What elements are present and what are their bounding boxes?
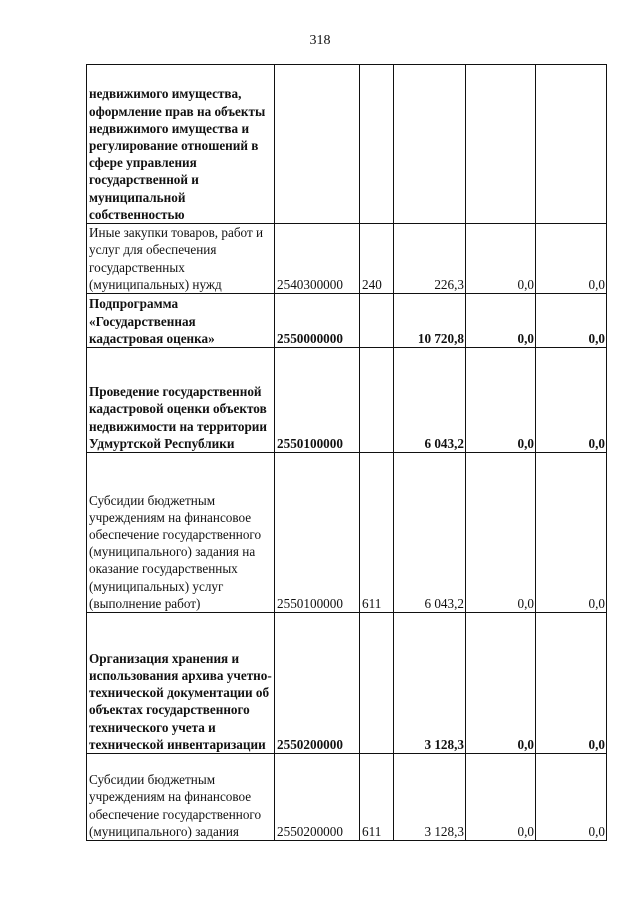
row-code: 2550100000 [275, 453, 360, 613]
row-value-3: 0,0 [536, 348, 607, 453]
row-value-1: 226,3 [394, 224, 466, 294]
table-row [87, 348, 607, 453]
row-code: 2550200000 [275, 754, 360, 841]
row-value-2: 0,0 [466, 294, 536, 348]
row-kind: 240 [360, 224, 394, 294]
table-row [87, 754, 607, 841]
row-name: Субсидии бюджетным учреждениям на финансовое обеспечение государственного (муниципального) задания [87, 754, 275, 841]
row-name: Субсидии бюджетным учреждениям на финансовое обеспечение государственного (муниципального) задания на оказание государственных (муниципальных) услуг (выполнение работ) [87, 453, 275, 613]
row-value-3: 0,0 [536, 224, 607, 294]
table-row [87, 65, 607, 224]
page-number: 318 [309, 33, 331, 48]
table-row [87, 613, 607, 754]
row-kind [360, 65, 394, 224]
row-code: 2550100000 [275, 348, 360, 453]
row-value-1: 3 128,3 [394, 613, 466, 754]
row-code: 2550200000 [275, 613, 360, 754]
row-value-2: 0,0 [466, 224, 536, 294]
row-value-1: 10 720,8 [394, 294, 466, 348]
table-row [87, 294, 607, 348]
table-row [87, 453, 607, 613]
row-kind [360, 348, 394, 453]
row-value-3: 0,0 [536, 613, 607, 754]
budget-table [86, 64, 607, 841]
row-kind [360, 613, 394, 754]
row-name: недвижимого имущества, оформление прав на объекты недвижимого имущества и регулирование отношений в сфере управления государственной и муниципальной собственностью [87, 65, 275, 224]
row-value-3: 0,0 [536, 294, 607, 348]
row-value-2: 0,0 [466, 348, 536, 453]
row-value-3 [536, 65, 607, 224]
row-value-1: 3 128,3 [394, 754, 466, 841]
row-code [275, 65, 360, 224]
table-row [87, 224, 607, 294]
row-name: Подпрограмма «Государственная кадастровая оценка» [87, 294, 275, 348]
row-value-2: 0,0 [466, 453, 536, 613]
row-value-2 [466, 65, 536, 224]
row-code: 2550000000 [275, 294, 360, 348]
row-code: 2540300000 [275, 224, 360, 294]
row-value-3: 0,0 [536, 453, 607, 613]
row-kind [360, 294, 394, 348]
row-value-1 [394, 65, 466, 224]
row-kind: 611 [360, 453, 394, 613]
row-value-1: 6 043,2 [394, 348, 466, 453]
row-value-2: 0,0 [466, 613, 536, 754]
row-name: Организация хранения и использования архива учетно-технической документации об объектах государственного технического учета и технической инвентаризации [87, 613, 275, 754]
row-value-3: 0,0 [536, 754, 607, 841]
row-name: Проведение государственной кадастровой оценки объектов недвижимости на территории Удмуртской Республики [87, 348, 275, 453]
row-kind: 611 [360, 754, 394, 841]
row-value-1: 6 043,2 [394, 453, 466, 613]
row-value-2: 0,0 [466, 754, 536, 841]
row-name: Иные закупки товаров, работ и услуг для обеспечения государственных (муниципальных) нужд [87, 224, 275, 294]
